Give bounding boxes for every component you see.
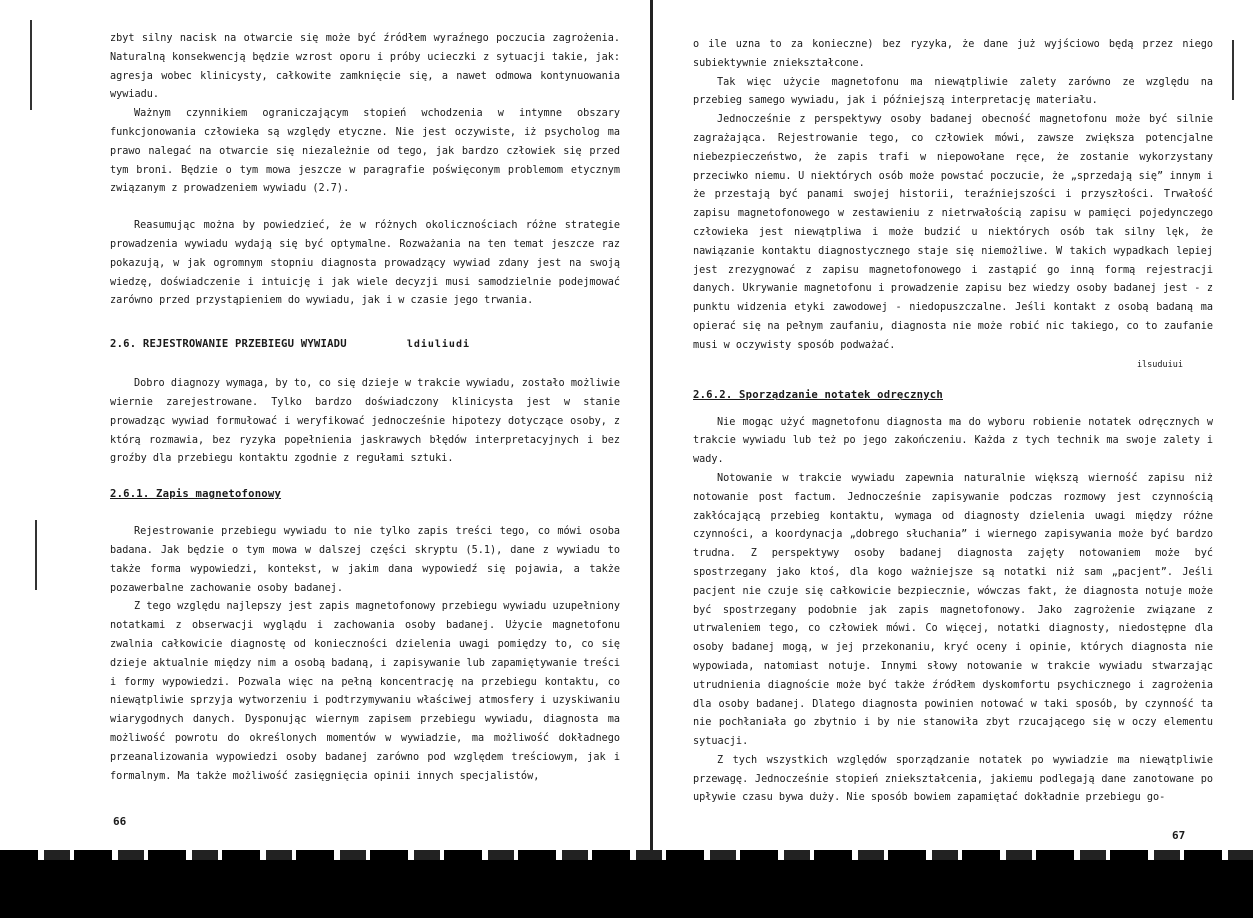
subsection-heading: 2.6.2. Sporządzanie notatek odręcznych xyxy=(693,388,943,401)
paragraph: o ile uzna to za konieczne) bez ryzyka, że dane już wyjściowo będą przez niego subiektywnie zniekształcone. xyxy=(693,39,1213,69)
paragraph: Z tego względu najlepszy jest zapis magnetofonowy przebiegu wywiadu uzupełniony notatkami z obserwacji wyglądu i zachowania osoby badanej. Użycie magnetofonu zwalnia całkowicie diagnostę od konieczności dzielenia uwagi pomiędzy to, co się dzieje aktualnie między nim a osobą badaną, i zapisywanie lub zapamiętywanie treści i formy wypowiedzi. Pozwala więc na pełną koncentrację na przebiegu kontaktu, co niewątpliwie sprzyja wytworzeniu i podtrzymywaniu właściwej atmosfery i uzyskiwaniu wiarygodnych danych. Dysponując wiernym zapisem przebiegu wywiadu, diagnosta ma możliwość powrotu do określonych momentów w wywiadzie, ma możliwość dokładnego przeanalizowania wypowiedzi osoby badanej zarówno pod względem treściowym, jak i formalnym. Ma także możliwość zasięgnięcia opinii innych specjalistów, xyxy=(110,601,620,782)
page-number: 66 xyxy=(113,815,127,828)
paragraph: Nie mogąc użyć magnetofonu diagnosta ma do wyboru robienie notatek odręcznych w trakcie wywiadu lub też po jego zakończeniu. Każda z tych technik ma swoje zalety i wady. xyxy=(693,416,1213,466)
paragraph: Jednocześnie z perspektywy osoby badanej obecność magnetofonu może być silnie zagrażająca. Rejestrowanie tego, co człowiek mówi, zawsze zwiększa potencjalne niebezpieczeństwo, że zapis trafi w niepowołane ręce, że zostanie wykorzystany przeciwko niemu. U niektórych osób może powstać poczucie, że „sprzedają się” innym i że przestają być panami swojej historii, teraźniejszości i przyszłości. Trwałość zapisu magnetofonowego w zestawieniu z nietrwałością zapisu w pamięci pojedynczego człowieka jest niewątpliwa i może budzić u niektórych osób tak silny lęk, że nawiązanie kontaktu diagnostycznego staje się niemożliwe. W takich wypadkach lepiej jest zrezygnować z zapisu magnetofonowego i zastąpić go inną formą rejestracji danych. Ukrywanie magnetofonu i prowadzenie zapisu bez wiedzy osoby badanej jest - z punktu widzenia etyki zawodowej - niedopuszczalne. Jeśli kontakt z osobą badaną ma opierać się na pełnym zaufaniu, diagnosta nie może robić nic takiego, co to zaufanie musi w oczywisty sposób podważać. xyxy=(693,114,1213,351)
paragraph: Reasumując można by powiedzieć, że w różnych okolicznościach różne strategie prowadzenia wywiadu wydają się być optymalne. Rozważania na ten temat jeszcze raz pokazują, w jak ogromnym stopniu diagnosta prowadzący wywiad zdany jest na swoją wiedzę, doświadczenie i intuicję i jak wiele decyzji musi samodzielnie podejmować zarówno przed przystąpieniem do wywiadu, jak i w czasie jego trwania. xyxy=(110,220,620,307)
right-text-column xyxy=(693,36,1213,808)
paragraph: Z tych wszystkich względów sporządzanie notatek po wywiadzie ma niewątpliwie przewagę. Jednocześnie stopień zniekształcenia, jakiemu podlegają dane zanotowane po upływie czasu bywa duży. Nie sposób bowiem zapamiętać dokładnie przebiegu go- xyxy=(693,754,1213,804)
paragraph: Dobro diagnozy wymaga, by to, co się dzieje w trakcie wywiadu, zostało możliwie wiernie zarejestrowane. Tylko bardzo doświadczony klinicysta jest w stanie prowadząc wywiad formułować i weryfikować jednocześnie hipotezy dotyczące osoby, z którą rozmawia, bez ryzyka popełnienia jaskrawych błędów interpretacyjnych i bez groźby dla przebiegu kontaktu zgodnie z regułami sztuki. xyxy=(110,378,620,465)
section-heading: 2.6. REJESTROWANIE PRZEBIEGU WYWIADU xyxy=(110,338,347,351)
scan-bottom-edge xyxy=(0,850,1253,918)
section-heading-extra: ldiuliudi xyxy=(406,339,470,351)
left-page xyxy=(0,0,650,850)
section-heading-row xyxy=(110,335,620,353)
scan-margin-mark xyxy=(1232,40,1234,100)
paragraph: Ważnym czynnikiem ograniczającym stopień wchodzenia w intymne obszary funkcjonowania człowieka są względy etyczne. Nie jest oczywiste, iż psycholog ma prawo nalegać na otwarcie się niezależnie od tego, jak bardzo człowiek się przed tym broni. Będzie o tym mowa jeszcze w paragrafie poświęconym problemom etycznym związanym z prowadzeniem wywiadu (2.7). xyxy=(110,108,620,195)
right-page xyxy=(650,0,1253,850)
aside-note: ilsuduiui xyxy=(1136,359,1183,370)
scan-margin-mark xyxy=(30,20,32,110)
scan-margin-mark xyxy=(35,520,37,590)
paragraph: Rejestrowanie przebiegu wywiadu to nie tylko zapis treści tego, co mówi osoba badana. Jak będzie o tym mowa w dalszej części skryptu (5.1), dane z wywiadu to także forma wypowiedzi, kontekst, w jakim dana wypowiedź się pojawia, a także pozawerbalne zachowanie osoby badanej. xyxy=(110,526,620,594)
paragraph: Notowanie w trakcie wywiadu zapewnia naturalnie większą wierność zapisu niż notowanie post factum. Jednocześnie zapisywanie podczas rozmowy jest czynnością zakłócającą przebieg kontaktu, wymaga od diagnosty dzielenia uwagi między różne czynności, a koordynacja „dobrego słuchania” i wiernego zapisywania może być bardzo trudna. Z perspektywy osoby badanej diagnosta zajęty notowaniem może być spostrzegany jako ktoś, dla kogo ważniejsze są notatki niż sam „pacjent”. Jeśli pacjent nie czuje się całkowicie bezpiecznie, wówczas fakt, że diagnosta notuje może być spostrzegany podobnie jak zapis magnetofonowy. Jako zagrożenie związane z utrwaleniem tego, co człowiek mówi. Co więcej, notatki diagnosty, niedostępne dla osoby badanej mogą, w jej przekonaniu, kryć oceny i opinie, których diagnosta nie wypowiada, natomiast notuje. Innymi słowy notowanie w trakcie wywiadu stwarzając utrudnienia diagnoście może być także źródłem dyskomfortu psychicznego i zagrożenia dla osoby badanej. Dlatego diagnosta powinien notować w taki sposób, by czynność ta nie pochłaniała go zbytnio i by nie stanowiła zbyt rzucającego się w oczy elementu sytuacji. xyxy=(693,472,1213,748)
paragraph: Tak więc użycie magnetofonu ma niewątpliwie zalety zarówno ze względu na przebieg samego wywiadu, jak i późniejszą interpretację materiału. xyxy=(693,76,1213,107)
left-text-column xyxy=(110,30,620,786)
page-number: 67 xyxy=(1172,829,1186,842)
subsection-heading: 2.6.1. Zapis magnetofonowy xyxy=(110,488,282,501)
paragraph: zbyt silny nacisk na otwarcie się może być źródłem wyraźnego poczucia zagrożenia. Naturalną konsekwencją będzie wzrost oporu i próby ucieczki z sytuacji takie, jak: agresja wobec klinicysty, całkowite zamknięcie się, a nawet odmowa kontynuowania wywiadu. xyxy=(110,33,620,101)
